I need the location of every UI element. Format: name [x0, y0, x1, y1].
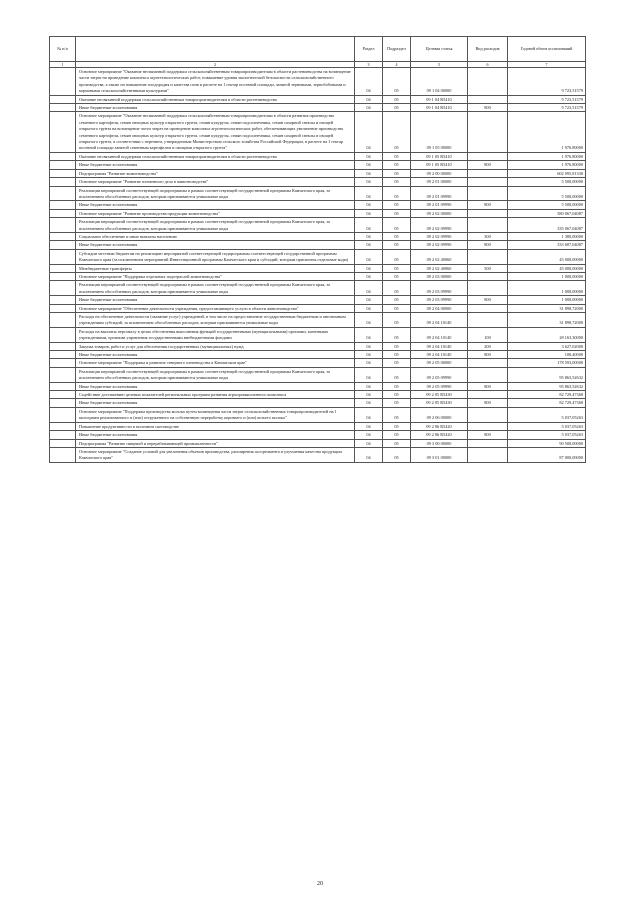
- row-amount: 1 000,00000: [508, 296, 586, 304]
- row-expense-type: [468, 439, 508, 447]
- row-name: Социальное обеспечение и иные выплаты населению: [76, 232, 355, 240]
- row-number-cell: [50, 342, 76, 350]
- row-section: 04: [355, 367, 383, 382]
- row-subsection: 05: [383, 201, 411, 209]
- row-number-cell: [50, 359, 76, 367]
- row-target-article: 09 2 04 00000: [411, 304, 468, 312]
- row-number-cell: [50, 439, 76, 447]
- row-number-cell: [50, 296, 76, 304]
- row-amount: 333 687,04087: [508, 241, 586, 249]
- row-section: 04: [355, 218, 383, 233]
- row-number-cell: [50, 218, 76, 233]
- row-subsection: 05: [383, 68, 411, 96]
- table-row: [50, 281, 586, 296]
- row-subsection: 05: [383, 209, 411, 217]
- table-row: [50, 232, 586, 240]
- row-section: 04: [355, 431, 383, 439]
- row-subsection: 05: [383, 327, 411, 342]
- row-subsection: 05: [383, 367, 411, 382]
- row-expense-type: [468, 169, 508, 177]
- row-name: Основное мероприятие "Поддержка и развитие северного оленеводства в Камчатском крае": [76, 359, 355, 367]
- header-name: [76, 37, 355, 62]
- row-number-cell: [50, 447, 76, 462]
- row-target-article: 09 2 04 10140: [411, 313, 468, 328]
- row-name: Реализация мероприятий соответствующей подпрограммы в рамках соответствующей государственной программы Камчатского края, за исключением обособленных расходов, которым присваиваются уникальные коды: [76, 367, 355, 382]
- table-row: [50, 351, 586, 359]
- row-expense-type: [468, 359, 508, 367]
- row-number-cell: [50, 313, 76, 328]
- row-amount: 28 163,30000: [508, 327, 586, 342]
- row-subsection: 05: [383, 161, 411, 169]
- row-expense-type: 500: [468, 264, 508, 272]
- row-target-article: 09 2 04 10140: [411, 342, 468, 350]
- row-name: Межбюджетные трансферты: [76, 264, 355, 272]
- row-name: Реализация мероприятий соответствующей подпрограммы в рамках соответствующей государственной программы Камчатского края, за исключением обособленных расходов, которым присваиваются уникальные коды: [76, 186, 355, 201]
- row-amount: 82 729,47368: [508, 391, 586, 399]
- row-target-article: 09 1 04 R5410: [411, 95, 468, 103]
- row-number-cell: [50, 201, 76, 209]
- row-target-article: 09 2 01 09990: [411, 186, 468, 201]
- row-target-article: 09 2 01 00000: [411, 178, 468, 186]
- row-amount: 31 898,72000: [508, 304, 586, 312]
- row-number-cell: [50, 178, 76, 186]
- row-target-article: 09 3 00 00000: [411, 439, 468, 447]
- row-section: 04: [355, 209, 383, 217]
- row-target-article: 09 2 05 09990: [411, 367, 468, 382]
- row-target-article: 09 1 05 R5410: [411, 161, 468, 169]
- row-section: 04: [355, 272, 383, 280]
- row-amount: 45 000,00000: [508, 264, 586, 272]
- row-name: Иные бюджетные ассигнования: [76, 351, 355, 359]
- row-name: Повышение продуктивности в молочном скотоводстве: [76, 422, 355, 430]
- row-expense-type: [468, 178, 508, 186]
- row-subsection: 05: [383, 241, 411, 249]
- row-number-cell: [50, 272, 76, 280]
- row-amount: 82 729,47368: [508, 399, 586, 407]
- header-number: № п/п: [50, 37, 76, 62]
- row-section: 04: [355, 264, 383, 272]
- row-expense-type: 800: [468, 161, 508, 169]
- header-subsection: Подраздел: [383, 37, 411, 62]
- row-amount: 178 593,00000: [508, 359, 586, 367]
- row-expense-type: 300: [468, 232, 508, 240]
- header-expense-type: Вид расходов: [468, 37, 508, 62]
- row-number-cell: [50, 422, 76, 430]
- budget-allocation-table: [49, 36, 586, 463]
- row-section: 04: [355, 232, 383, 240]
- row-name: Иные бюджетные ассигнования: [76, 161, 355, 169]
- row-target-article: 09 2 02 00000: [411, 209, 468, 217]
- row-target-article: 09 2 02 40060: [411, 249, 468, 264]
- row-name: Содействие достижению целевых показателей региональных программ развития агропромышленного комплекса: [76, 391, 355, 399]
- row-number-cell: [50, 104, 76, 112]
- row-target-article: 09 2 06 R5420: [411, 431, 468, 439]
- row-amount: 31 898,72000: [508, 313, 586, 328]
- row-amount: 5 037,05263: [508, 431, 586, 439]
- row-name: Оказание несвязанной поддержки сельскохозяйственным товаропроизводителям в области растениеводства: [76, 152, 355, 160]
- row-amount: 5 500,00000: [508, 201, 586, 209]
- table-row: [50, 447, 586, 462]
- row-section: 04: [355, 104, 383, 112]
- row-amount: 9 723,51579: [508, 95, 586, 103]
- row-subsection: 05: [383, 447, 411, 462]
- row-number-cell: [50, 68, 76, 96]
- row-section: 04: [355, 407, 383, 422]
- row-section: 04: [355, 169, 383, 177]
- row-section: 04: [355, 359, 383, 367]
- row-expense-type: 800: [468, 201, 508, 209]
- row-expense-type: [468, 313, 508, 328]
- row-name: Основное мероприятие "Оказание несвязанной поддержки сельскохозяйственным товаропроизводителям в области развития производства семенного картофеля, семян овощных культур открытого грунта, семян кукурузы, семян подсолнечника, семян сахарной свеклы и овощей открытого грунта на возмещение части затрат на проведение комплекса агротехнологических работ, обеспечивающих увеличение производства семенного картофеля, семян овощных культур открытого грунта, семян кукурузы, семян подсолнечника, семян сахарной свеклы и овощей открытого грунта, в соответствии с перечнем, утвержденным Министерством сельского хозяйства Российской Федерации, в расчете на 1 гектар посевной площади занятой семенным картофелем и овощами открытого грунта": [76, 112, 355, 152]
- table-row: [50, 161, 586, 169]
- row-expense-type: [468, 367, 508, 382]
- row-section: 04: [355, 95, 383, 103]
- row-name: Основное мероприятие "Развитие производства продукции животноводства": [76, 209, 355, 217]
- row-target-article: 09 2 04 10140: [411, 351, 468, 359]
- row-amount: 45 000,00000: [508, 249, 586, 264]
- row-amount: 5 500,00000: [508, 186, 586, 201]
- row-amount: 9 723,51579: [508, 68, 586, 96]
- row-target-article: 09 1 05 00000: [411, 112, 468, 152]
- row-expense-type: [468, 407, 508, 422]
- table-row: [50, 201, 586, 209]
- row-amount: 95 863,52632: [508, 382, 586, 390]
- row-subsection: 05: [383, 391, 411, 399]
- row-number-cell: [50, 186, 76, 201]
- row-amount: 108,40000: [508, 351, 586, 359]
- row-amount: 602 095,81330: [508, 169, 586, 177]
- row-expense-type: [468, 152, 508, 160]
- row-target-article: 09 1 04 R5410: [411, 104, 468, 112]
- row-number-cell: [50, 304, 76, 312]
- row-section: 04: [355, 447, 383, 462]
- row-section: 04: [355, 351, 383, 359]
- row-expense-type: [468, 422, 508, 430]
- row-expense-type: [468, 447, 508, 462]
- row-section: 04: [355, 391, 383, 399]
- row-target-article: 09 2 03 00000: [411, 272, 468, 280]
- row-section: 04: [355, 313, 383, 328]
- table-row: [50, 186, 586, 201]
- table-row: [50, 178, 586, 186]
- row-subsection: 05: [383, 178, 411, 186]
- row-target-article: 09 2 01 09990: [411, 201, 468, 209]
- row-name: Реализация мероприятий соответствующей подпрограммы в рамках соответствующей государственной программы Камчатского края, за исключением обособленных расходов, которым присваиваются уникальные коды: [76, 281, 355, 296]
- page-number: 20: [317, 881, 323, 887]
- table-row: [50, 313, 586, 328]
- table-row: [50, 209, 586, 217]
- row-expense-type: 100: [468, 327, 508, 342]
- row-amount: 1 000,00000: [508, 272, 586, 280]
- row-name: Иные бюджетные ассигнования: [76, 431, 355, 439]
- row-number-cell: [50, 327, 76, 342]
- table-row: [50, 382, 586, 390]
- row-subsection: 05: [383, 407, 411, 422]
- row-section: 04: [355, 186, 383, 201]
- row-number-cell: [50, 241, 76, 249]
- row-amount: 5 037,05263: [508, 407, 586, 422]
- row-target-article: 09 3 01 00000: [411, 447, 468, 462]
- row-number-cell: [50, 407, 76, 422]
- row-name: Основное мероприятие "Развитие племенного дела в животноводстве": [76, 178, 355, 186]
- row-expense-type: [468, 186, 508, 201]
- row-subsection: 05: [383, 313, 411, 328]
- row-name: Субсидии местным бюджетам на реализацию мероприятий соответствующей подпрограммы соответствующей государственной программы Камчатского края (за исключением мероприятий Инвестиционной программы Камчатского края и субсидий, которым присвоены отдельные коды): [76, 249, 355, 264]
- row-section: 04: [355, 439, 383, 447]
- table-row: [50, 422, 586, 430]
- row-amount: 5 500,00000: [508, 178, 586, 186]
- table-row: [50, 399, 586, 407]
- table-row: [50, 241, 586, 249]
- row-expense-type: [468, 272, 508, 280]
- row-name: Иные бюджетные ассигнования: [76, 296, 355, 304]
- row-number-cell: [50, 209, 76, 217]
- row-expense-type: 800: [468, 382, 508, 390]
- table-row: [50, 152, 586, 160]
- row-subsection: 05: [383, 281, 411, 296]
- header-target-article: Целевая статья: [411, 37, 468, 62]
- table-row: [50, 112, 586, 152]
- row-target-article: 09 2 02 09990: [411, 218, 468, 233]
- table-row: [50, 68, 586, 96]
- row-subsection: 05: [383, 382, 411, 390]
- row-target-article: 09 2 02 09990: [411, 232, 468, 240]
- row-number-cell: [50, 169, 76, 177]
- row-target-article: 09 2 05 00000: [411, 359, 468, 367]
- row-section: 04: [355, 178, 383, 186]
- row-expense-type: [468, 281, 508, 296]
- row-expense-type: [468, 112, 508, 152]
- row-amount: 1 976,80000: [508, 161, 586, 169]
- column-number: 7: [508, 62, 586, 68]
- row-target-article: 09 2 05 09990: [411, 382, 468, 390]
- row-section: 04: [355, 201, 383, 209]
- row-subsection: 05: [383, 112, 411, 152]
- row-name: Подпрограмма "Развитие пищевой и перерабатывающей промышленности": [76, 439, 355, 447]
- table-row: [50, 367, 586, 382]
- row-subsection: 05: [383, 232, 411, 240]
- row-number-cell: [50, 264, 76, 272]
- row-target-article: 09 2 03 09990: [411, 296, 468, 304]
- row-target-article: 09 1 05 R5410: [411, 152, 468, 160]
- header-annual-amount: Годовой объем ассигнований: [508, 37, 586, 62]
- row-number-cell: [50, 152, 76, 160]
- row-amount: 1 380,00000: [508, 232, 586, 240]
- row-name: Иные бюджетные ассигнования: [76, 382, 355, 390]
- row-number-cell: [50, 281, 76, 296]
- row-amount: 9 723,51579: [508, 104, 586, 112]
- row-section: 04: [355, 327, 383, 342]
- row-subsection: 05: [383, 359, 411, 367]
- column-number: 1: [50, 62, 76, 68]
- row-subsection: 05: [383, 152, 411, 160]
- table-row: [50, 439, 586, 447]
- row-number-cell: [50, 399, 76, 407]
- row-subsection: 05: [383, 104, 411, 112]
- row-amount: 1 976,80000: [508, 152, 586, 160]
- row-amount: 95 863,52632: [508, 367, 586, 382]
- table-row: [50, 431, 586, 439]
- row-number-cell: [50, 382, 76, 390]
- row-expense-type: [468, 249, 508, 264]
- row-expense-type: [468, 391, 508, 399]
- row-number-cell: [50, 249, 76, 264]
- row-number-cell: [50, 431, 76, 439]
- column-number: 4: [383, 62, 411, 68]
- row-amount: 3 627,02000: [508, 342, 586, 350]
- column-number: 6: [468, 62, 508, 68]
- table-row: [50, 264, 586, 272]
- row-number-cell: [50, 95, 76, 103]
- table-row: [50, 407, 586, 422]
- table-row: [50, 169, 586, 177]
- row-expense-type: [468, 209, 508, 217]
- row-amount: 90 500,00000: [508, 439, 586, 447]
- table-row: [50, 296, 586, 304]
- row-subsection: 05: [383, 95, 411, 103]
- row-subsection: 05: [383, 304, 411, 312]
- row-expense-type: 800: [468, 104, 508, 112]
- table-body: [50, 68, 586, 463]
- row-amount: 87 000,00000: [508, 447, 586, 462]
- row-subsection: 05: [383, 431, 411, 439]
- row-subsection: 05: [383, 399, 411, 407]
- row-target-article: 09 2 00 00000: [411, 169, 468, 177]
- column-number: 3: [355, 62, 383, 68]
- row-expense-type: 800: [468, 431, 508, 439]
- row-name: Расходы на обеспечение деятельности (оказание услуг) учреждений, в том числе на предоставление государственным бюджетным и автономным учреждениям субсидий, за исключением обособленных расходов, которым присваиваются уникальные коды: [76, 313, 355, 328]
- row-expense-type: [468, 95, 508, 103]
- row-expense-type: [468, 68, 508, 96]
- row-section: 04: [355, 399, 383, 407]
- row-subsection: 05: [383, 218, 411, 233]
- row-number-cell: [50, 161, 76, 169]
- row-name: Основное мероприятие "Создание условий для увеличения объемов производства, расширения ассортимента и улучшения качества продукции Камчатского края": [76, 447, 355, 462]
- table-row: [50, 359, 586, 367]
- row-target-article: 09 2 05 R5430: [411, 391, 468, 399]
- header-row: [50, 37, 586, 62]
- row-subsection: 05: [383, 264, 411, 272]
- table-row: [50, 218, 586, 233]
- row-name: Иные бюджетные ассигнования: [76, 399, 355, 407]
- row-target-article: 09 1 04 00000: [411, 68, 468, 96]
- row-name: Реализация мероприятий соответствующей подпрограммы в рамках соответствующей государственной программы Камчатского края, за исключением обособленных расходов, которым присваиваются уникальные коды: [76, 218, 355, 233]
- row-target-article: 09 2 06 R5420: [411, 422, 468, 430]
- row-section: 04: [355, 152, 383, 160]
- row-expense-type: 800: [468, 296, 508, 304]
- table-row: [50, 327, 586, 342]
- row-subsection: 05: [383, 169, 411, 177]
- table-row: [50, 104, 586, 112]
- row-number-cell: [50, 112, 76, 152]
- row-target-article: 09 2 04 10140: [411, 327, 468, 342]
- row-section: 04: [355, 281, 383, 296]
- row-section: 04: [355, 161, 383, 169]
- row-section: 04: [355, 241, 383, 249]
- row-number-cell: [50, 351, 76, 359]
- table-row: [50, 342, 586, 350]
- row-number-cell: [50, 232, 76, 240]
- row-name: Закупка товаров, работ и услуг для обеспечения государственных (муниципальных) нужд: [76, 342, 355, 350]
- budget-table-sheet: [49, 36, 585, 463]
- row-section: 04: [355, 422, 383, 430]
- row-subsection: 05: [383, 342, 411, 350]
- row-subsection: 05: [383, 186, 411, 201]
- row-target-article: 09 2 06 00000: [411, 407, 468, 422]
- row-target-article: 09 2 03 09990: [411, 281, 468, 296]
- row-amount: 1 000,00000: [508, 281, 586, 296]
- row-amount: 335 067,04087: [508, 218, 586, 233]
- row-section: 04: [355, 112, 383, 152]
- table-row: [50, 249, 586, 264]
- row-name: Расходы на выплаты персоналу в целях обеспечения выполнения функций государственными (муниципальными) органами, казенными учреждениями, органами управления государственными внебюджетными фондами: [76, 327, 355, 342]
- row-subsection: 05: [383, 439, 411, 447]
- row-expense-type: 200: [468, 342, 508, 350]
- row-amount: 1 976,80000: [508, 112, 586, 152]
- row-name: Основное мероприятие "Оказание несвязанной поддержки сельскохозяйственным товаропроизводителям в области растениеводства на возмещение части затрат на проведение комплекса агротехнологических работ, повышение уровня экологической безопасности сельскохозяйственного производства, а также на повышение плодородия и качества почв в расчете на 1 гектар посевной площади, занятой зерновыми, зернобобовыми и кормовыми сельскохозяйственными культурами": [76, 68, 355, 96]
- row-target-article: 09 2 02 40060: [411, 264, 468, 272]
- row-name: Иные бюджетные ассигнования: [76, 241, 355, 249]
- column-number: 5: [411, 62, 468, 68]
- table-row: [50, 272, 586, 280]
- row-section: 04: [355, 249, 383, 264]
- row-name: Основное мероприятие "Обеспечение деятельности учреждения, предоставляющего услуги в области животноводства": [76, 304, 355, 312]
- table-row: [50, 95, 586, 103]
- row-target-article: 09 2 02 09990: [411, 241, 468, 249]
- row-subsection: 05: [383, 296, 411, 304]
- header-section: Раздел: [355, 37, 383, 62]
- row-number-cell: [50, 367, 76, 382]
- table-row: [50, 304, 586, 312]
- row-section: 04: [355, 68, 383, 96]
- row-name: Иные бюджетные ассигнования: [76, 104, 355, 112]
- row-subsection: 05: [383, 351, 411, 359]
- row-section: 04: [355, 296, 383, 304]
- row-section: 04: [355, 304, 383, 312]
- row-expense-type: [468, 304, 508, 312]
- row-amount: 5 037,05263: [508, 422, 586, 430]
- row-expense-type: [468, 218, 508, 233]
- row-expense-type: 800: [468, 399, 508, 407]
- table-row: [50, 391, 586, 399]
- row-amount: 380 067,04087: [508, 209, 586, 217]
- column-number: 2: [76, 62, 355, 68]
- row-name: Иные бюджетные ассигнования: [76, 201, 355, 209]
- row-expense-type: 800: [468, 351, 508, 359]
- row-name: Основное мероприятие "Поддержка производства молока путем возмещения части затрат сельскохозяйственных товаропроизводителей на 1 килограмм реализованного и (или) отгруженного на собственную переработку коровьего и (или) козьего молока": [76, 407, 355, 422]
- row-name: Оказание несвязанной поддержки сельскохозяйственным товаропроизводителям в области растениеводства: [76, 95, 355, 103]
- row-section: 04: [355, 342, 383, 350]
- row-number-cell: [50, 391, 76, 399]
- row-name: Основное мероприятие "Поддержка отдельных подотраслей животноводства": [76, 272, 355, 280]
- row-subsection: 05: [383, 422, 411, 430]
- row-subsection: 05: [383, 249, 411, 264]
- row-target-article: 09 2 05 R5430: [411, 399, 468, 407]
- row-section: 04: [355, 382, 383, 390]
- row-expense-type: 800: [468, 241, 508, 249]
- row-name: Подпрограмма "Развитие животноводства": [76, 169, 355, 177]
- row-subsection: 05: [383, 272, 411, 280]
